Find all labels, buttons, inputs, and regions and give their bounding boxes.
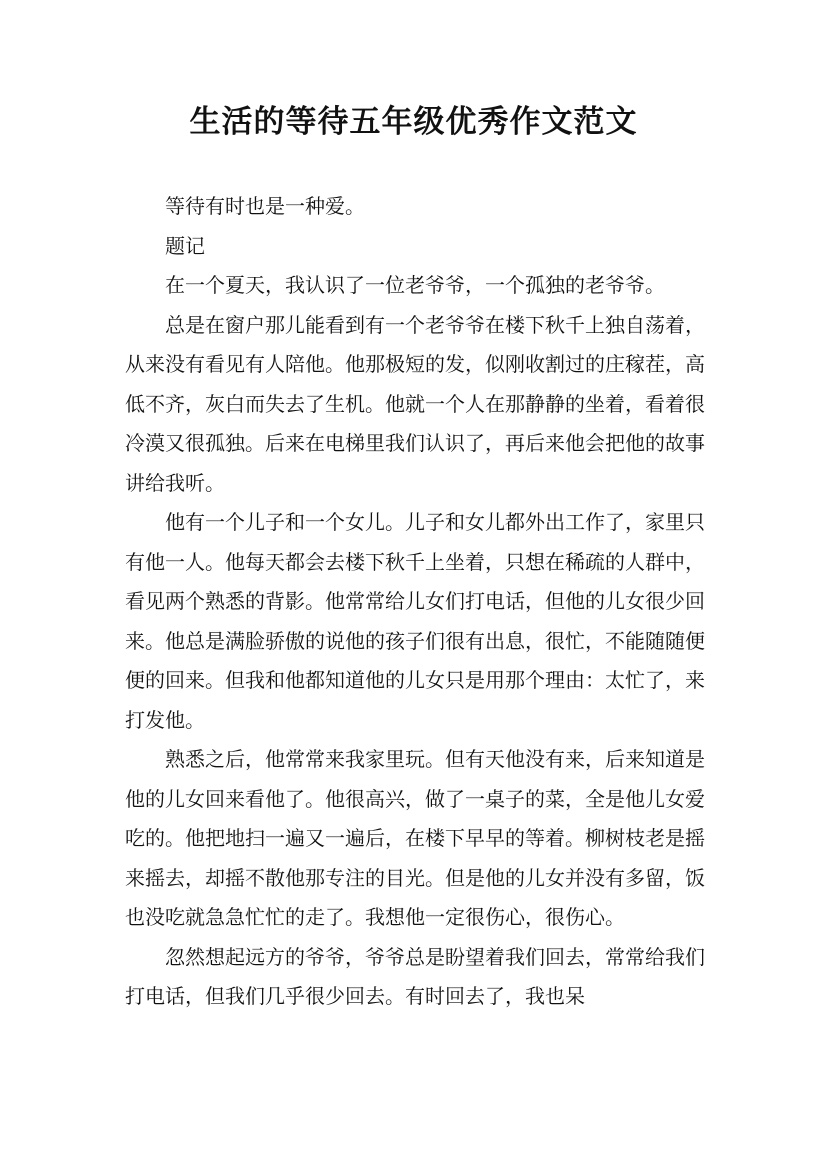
paragraph: 忽然想起远方的爷爷，爷爷总是盼望着我们回去，常常给我们打电话，但我们几乎很少回去。有时回去了，我也呆: [125, 944, 705, 1008]
paragraph: 总是在窗户那儿能看到有一个老爷爷在楼下秋千上独自荡着，从来没有看见有人陪他。他那极短的发，似刚收割过的庄稼茬，高低不齐，灰白而失去了生机。他就一个人在那静静的坐着，看着很冷漠又很孤独。后来在电梯里我们认识了，再后来他会把他的故事讲给我听。: [125, 312, 705, 495]
paragraph: 熟悉之后，他常常来我家里玩。但有天他没有来，后来知道是他的儿女回来看他了。他很高兴，做了一桌子的菜，全是他儿女爱吃的。他把地扫一遍又一遍后，在楼下早早的等着。柳树枝老是摇来摇去，却摇不散他那专注的目光。但是他的儿女并没有多留，饭也没吃就急急忙忙的走了。我想他一定很伤心，很伤心。: [125, 747, 705, 929]
paragraph: 他有一个儿子和一个女儿。儿子和女儿都外出工作了，家里只有他一人。他每天都会去楼下秋千上坐着，只想在稀疏的人群中，看见两个熟悉的背影。他常常给儿女们打电话，但他的儿女很少回来。他总是满脸骄傲的说他的孩子们很有出息，很忙，不能随随便便的回来。但我和他都知道他的儿女只是用那个理由：太忙了，来打发他。: [125, 510, 705, 732]
document-title: 生活的等待五年级优秀作文范文: [189, 104, 638, 140]
paragraph: 在一个夏天，我认识了一位老爷爷，一个孤独的老爷爷。: [165, 273, 665, 297]
paragraph: 等待有时也是一种爱。: [165, 194, 365, 218]
document-body: [125, 187, 705, 1017]
paragraph: 题记: [165, 233, 205, 258]
